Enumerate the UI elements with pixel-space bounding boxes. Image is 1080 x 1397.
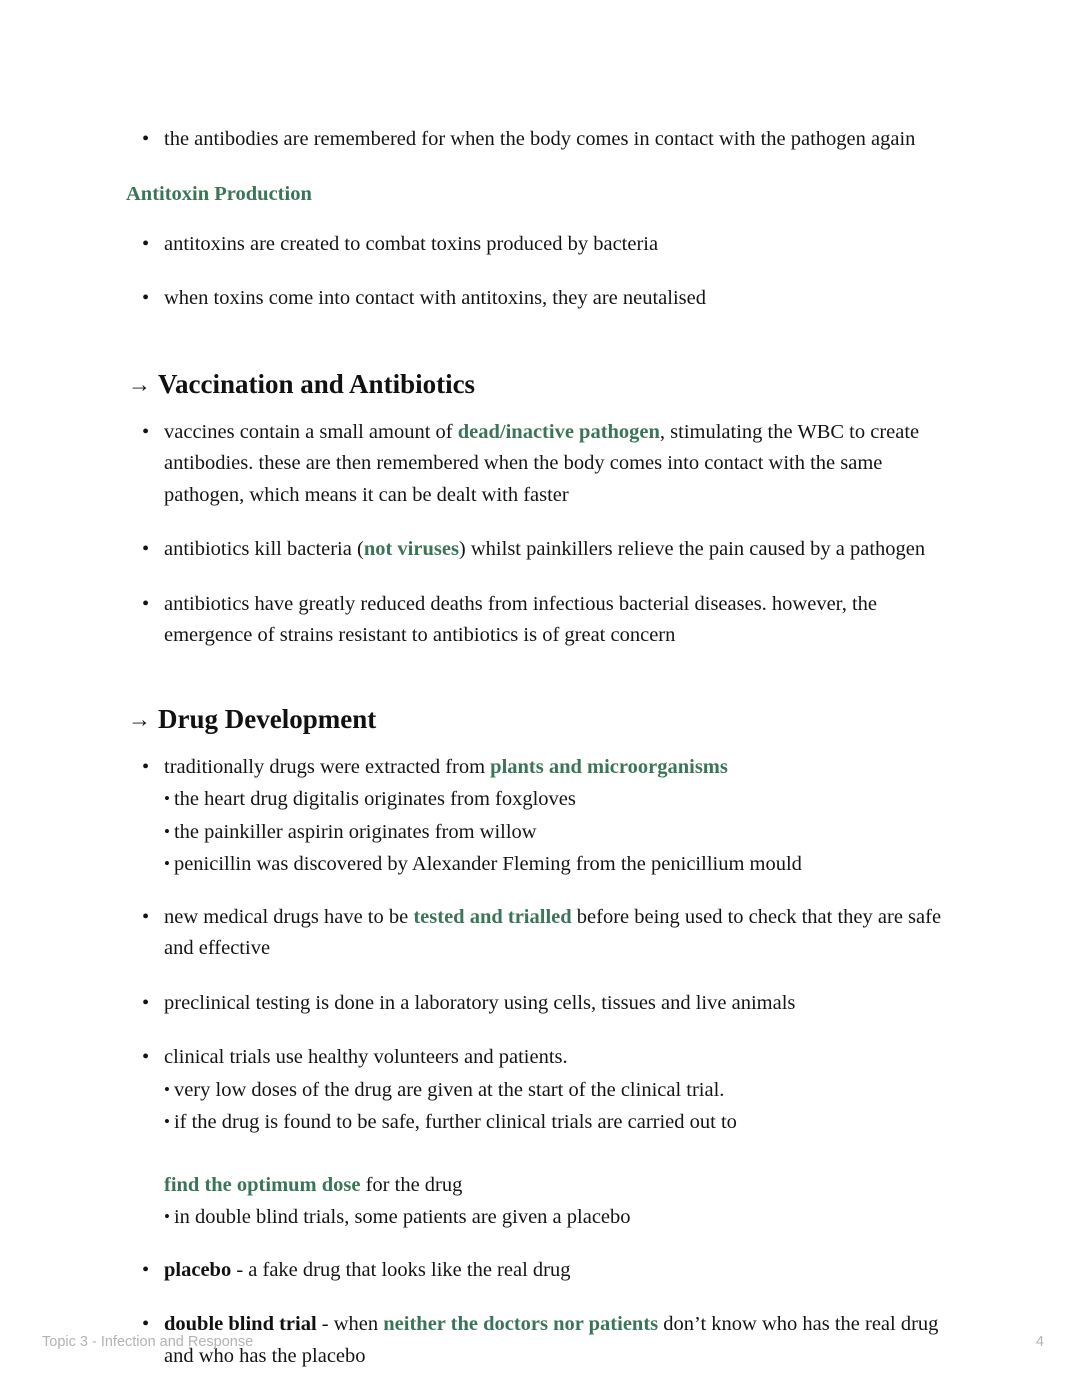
antitoxin-bullet-list bbox=[126, 229, 962, 315]
footer-page-number: 4 bbox=[1035, 1334, 1044, 1350]
bullet-marker-icon: • bbox=[142, 128, 150, 150]
list-item bbox=[126, 1042, 962, 1234]
sub-list-item-text: penicillin was discovered by Alexander Fleming from the penicillium mould bbox=[173, 853, 802, 875]
bullet-marker-icon: • bbox=[142, 287, 150, 309]
sub-list-item-text: if the drug is found to be safe, further clinical trials are carried out to bbox=[173, 1111, 737, 1133]
bullet-marker-icon: • bbox=[142, 905, 150, 928]
sub-list-item bbox=[164, 1201, 962, 1234]
list-item-text-part1: vaccines contain a small amount of bbox=[164, 420, 458, 443]
list-item-text-part2: , stimulating the WBC to create antibodies. these are then remembered when the body comes into contact with the same pathogen, which means it can be dealt with faster bbox=[164, 420, 920, 506]
section-heading-antitoxin-production: Antitoxin Production bbox=[126, 182, 312, 205]
sub-bullet-marker-icon: • bbox=[164, 1112, 170, 1131]
blank-line-spacer bbox=[164, 1139, 962, 1170]
highlighted-term: not viruses bbox=[363, 538, 459, 560]
sub-list-item-text: the painkiller aspirin originates from willow bbox=[173, 820, 537, 843]
list-item-text: preclinical testing is done in a laboratory using cells, tissues and live animals bbox=[164, 991, 796, 1014]
sub-list-item bbox=[164, 1106, 962, 1139]
list-item-text: clinical trials use healthy volunteers and patients. bbox=[164, 1046, 568, 1068]
drug-development-bullet-list bbox=[126, 752, 962, 1373]
bullet-marker-icon: • bbox=[142, 1313, 150, 1335]
page-footer bbox=[42, 1330, 1050, 1354]
term-separator: - bbox=[231, 1258, 249, 1281]
highlighted-term: neither the doctors nor patients bbox=[383, 1313, 659, 1335]
footer-title: Topic 3 - Infection and Response bbox=[42, 1334, 254, 1350]
bullet-marker-icon: • bbox=[142, 1258, 150, 1281]
list-item bbox=[126, 589, 962, 652]
section-heading-vaccination-and-antibiotics bbox=[126, 366, 962, 403]
section-heading-label: Vaccination and Antibiotics bbox=[158, 368, 476, 399]
highlighted-term: tested and trialled bbox=[413, 905, 572, 928]
list-item-text-part1: traditionally drugs were extracted from bbox=[164, 755, 491, 778]
sub-list-item-continuation bbox=[164, 1170, 962, 1202]
highlighted-term: find the optimum dose bbox=[164, 1173, 361, 1196]
list-item bbox=[126, 752, 962, 881]
sub-list-item-text: very low doses of the drug are given at the start of the clinical trial. bbox=[173, 1078, 725, 1101]
arrow-right-icon: → bbox=[128, 371, 151, 397]
sub-bullet-marker-icon: • bbox=[164, 821, 170, 841]
bullet-marker-icon: • bbox=[142, 755, 150, 778]
bullet-marker-icon: • bbox=[142, 420, 150, 443]
sub-bullet-marker-icon: • bbox=[164, 1207, 170, 1226]
term-definition-part2: don’t know who has the real drug and who has the placebo bbox=[164, 1313, 939, 1367]
bullet-marker-icon: • bbox=[142, 592, 150, 615]
highlighted-term: plants and microorganisms bbox=[490, 755, 728, 778]
list-item bbox=[126, 902, 962, 965]
sub-bullet-marker-icon: • bbox=[164, 854, 170, 873]
list-item bbox=[126, 124, 962, 156]
page-content bbox=[126, 124, 962, 1395]
list-item-text-part1: new medical drugs have to be bbox=[164, 905, 414, 928]
bullet-marker-icon: • bbox=[142, 232, 150, 255]
vaccination-bullet-list bbox=[126, 417, 962, 652]
list-item bbox=[126, 283, 962, 315]
sub-list-item bbox=[164, 783, 962, 816]
highlighted-term: dead/inactive pathogen bbox=[457, 420, 660, 443]
sub-list-item bbox=[164, 1074, 962, 1107]
list-item bbox=[126, 417, 962, 512]
top-bullet-list bbox=[126, 124, 962, 156]
bullet-marker-icon: • bbox=[142, 1046, 150, 1068]
list-item-text: antitoxins are created to combat toxins produced by bacteria bbox=[164, 232, 659, 255]
spacer bbox=[126, 675, 962, 701]
defined-term: double blind trial bbox=[164, 1313, 317, 1335]
list-item-text-part2: before being used to check that they are safe and effective bbox=[164, 905, 942, 959]
sub-list-item bbox=[164, 816, 962, 849]
arrow-right-icon: → bbox=[128, 706, 151, 732]
section-heading-drug-development bbox=[126, 701, 962, 738]
list-item bbox=[126, 988, 962, 1020]
term-definition: a fake drug that looks like the real drug bbox=[248, 1258, 571, 1281]
list-item-text: the antibodies are remembered for when the body comes in contact with the pathogen again bbox=[164, 128, 916, 150]
list-item-text-part1: antibiotics kill bacteria ( bbox=[164, 538, 364, 560]
list-item bbox=[126, 1255, 962, 1287]
list-item-text: antibiotics have greatly reduced deaths from infectious bacterial diseases. however, the emergence of strains resistant to antibiotics is of great concern bbox=[164, 592, 877, 646]
defined-term: placebo bbox=[164, 1258, 232, 1281]
spacer bbox=[126, 338, 962, 366]
term-definition-part1: - when bbox=[316, 1313, 384, 1335]
sub-list-item bbox=[164, 848, 962, 881]
sub-bullet-marker-icon: • bbox=[164, 1079, 170, 1099]
sub-list-item-text: in double blind trials, some patients are given a placebo bbox=[173, 1206, 631, 1228]
continuation-text: for the drug bbox=[360, 1173, 463, 1196]
list-item-text-part2: ) whilst painkillers relieve the pain caused by a pathogen bbox=[458, 538, 926, 560]
list-item bbox=[126, 229, 962, 261]
sub-bullet-marker-icon: • bbox=[164, 789, 170, 808]
list-item bbox=[126, 534, 962, 566]
bullet-marker-icon: • bbox=[142, 538, 150, 560]
sub-list-item-text: the heart drug digitalis originates from foxgloves bbox=[173, 788, 576, 810]
bullet-marker-icon: • bbox=[142, 991, 150, 1014]
section-heading-label: Drug Development bbox=[158, 703, 377, 734]
list-item-text: when toxins come into contact with antitoxins, they are neutalised bbox=[164, 287, 706, 309]
